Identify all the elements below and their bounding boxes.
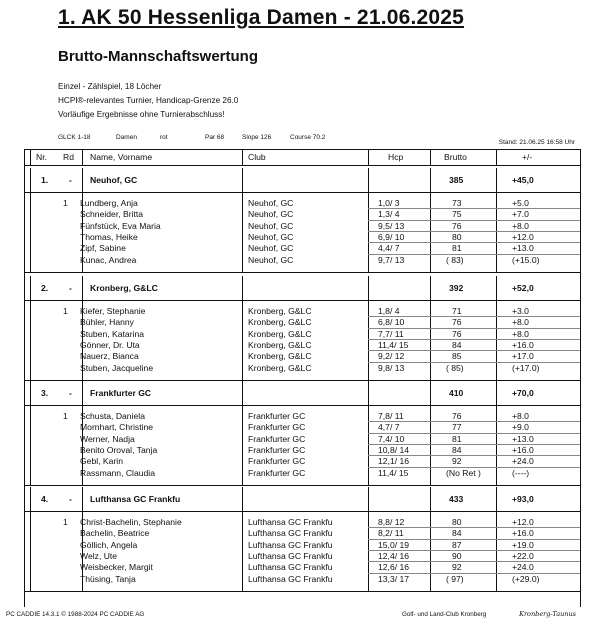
row-rule <box>368 316 580 317</box>
player-name: Bühler, Hanny <box>80 317 134 328</box>
table-column-divider <box>30 276 31 301</box>
col-header-hcp: Hcp <box>388 152 404 162</box>
player-diff: (+29.0) <box>512 573 540 584</box>
table-column-divider <box>242 149 243 166</box>
page-title: 1. AK 50 Hessenliga Damen - 21.06.2025 <box>58 6 465 29</box>
player-hcp: 1,8/ 4 <box>378 306 400 316</box>
player-name: Welz, Ute <box>80 550 118 561</box>
table-column-divider <box>430 487 431 512</box>
table-column-divider <box>430 276 431 301</box>
team-name: Lufthansa GC Frankfu <box>90 494 181 504</box>
player-name: Rassmann, Claudia <box>80 467 155 478</box>
player-brutto: 84 <box>452 444 462 455</box>
team-diff: +93,0 <box>512 494 534 504</box>
player-brutto: ( 83) <box>446 254 464 265</box>
table-column-divider <box>496 168 497 193</box>
player-name: Christ-Bachelin, Stephanie <box>80 517 182 527</box>
player-brutto: 90 <box>452 550 462 561</box>
player-diff: +8.0 <box>512 317 529 328</box>
player-hcp: 11,4/ 15 <box>378 467 409 478</box>
meta-glck: GLCK 1-18 <box>58 134 91 141</box>
info-line-format: Einzel - Zählspiel, 18 Löcher <box>58 82 162 91</box>
table-column-divider <box>368 168 369 193</box>
player-club: Kronberg, G&LC <box>248 339 312 350</box>
table-column-divider <box>496 381 497 406</box>
team-rank: 4. <box>41 494 49 504</box>
table-column-divider <box>82 511 83 591</box>
player-brutto: 84 <box>452 528 462 539</box>
table-column-divider <box>368 405 369 485</box>
player-name: Stuben, Jacqueline <box>80 362 154 373</box>
player-name: Zipf, Sabine <box>80 243 126 254</box>
player-hcp: 1,0/ 3 <box>378 198 400 208</box>
row-rule <box>368 220 580 221</box>
player-hcp: 7,8/ 11 <box>378 411 404 421</box>
player-diff: +24.0 <box>512 562 534 573</box>
table-column-divider <box>242 381 243 406</box>
team-name: Kronberg, G&LC <box>90 283 158 293</box>
player-hcp: 9,5/ 13 <box>378 220 405 231</box>
table-column-divider <box>30 405 31 485</box>
player-diff: +16.0 <box>512 444 534 455</box>
player-diff: +12.0 <box>512 231 534 242</box>
player-diff: +12.0 <box>512 517 534 527</box>
table-column-divider <box>430 168 431 193</box>
player-diff: +17.0 <box>512 351 534 362</box>
player-hcp: 9,2/ 12 <box>378 351 405 362</box>
player-club: Kronberg, G&LC <box>248 362 312 373</box>
team-rank: 3. <box>41 388 49 398</box>
info-line-preliminary: Vorläufige Ergebnisse ohne Turnierabschluss! <box>58 110 225 119</box>
player-diff: (+17.0) <box>512 362 540 373</box>
row-rule <box>368 350 580 351</box>
player-diff: +13.0 <box>512 243 534 254</box>
row-rule <box>368 208 580 209</box>
player-hcp: 8,2/ 11 <box>378 528 404 539</box>
row-rule <box>368 433 580 434</box>
player-brutto: 85 <box>452 351 462 362</box>
table-column-divider <box>82 168 83 193</box>
team-name: Frankfurter GC <box>90 388 152 398</box>
player-name: Weisbecker, Margit <box>80 562 153 573</box>
team-diff: +52,0 <box>512 283 534 293</box>
player-hcp: 7,7/ 11 <box>378 328 404 339</box>
table-rule <box>24 485 580 486</box>
player-hcp: 6,9/ 10 <box>378 231 405 242</box>
player-club: Lufthansa GC Frankfu <box>248 562 333 573</box>
table-column-divider <box>242 192 243 272</box>
table-column-divider <box>368 192 369 272</box>
row-rule <box>368 573 580 574</box>
table-column-divider <box>368 381 369 406</box>
player-brutto: 80 <box>452 231 462 242</box>
row-rule <box>368 339 580 340</box>
player-brutto: ( 97) <box>446 573 464 584</box>
team-round: 1 <box>63 411 68 421</box>
player-brutto: ( 85) <box>446 362 464 373</box>
team-round: 1 <box>63 198 68 208</box>
player-name: Stuben, Katarina <box>80 328 145 339</box>
player-club: Neuhof, GC <box>248 243 294 254</box>
table-column-divider <box>368 276 369 301</box>
table-column-divider <box>242 168 243 193</box>
table-column-divider <box>496 487 497 512</box>
table-column-divider <box>496 405 497 485</box>
team-brutto: 433 <box>449 494 464 504</box>
team-name: Neuhof, GC <box>90 175 138 185</box>
meta-course: Course 70.2 <box>290 134 326 141</box>
row-rule <box>368 561 580 562</box>
col-header-nr: Nr. <box>36 152 47 162</box>
table-column-divider <box>368 300 369 380</box>
table-column-divider <box>242 487 243 512</box>
player-diff: +19.0 <box>512 539 534 550</box>
player-diff: +7.0 <box>512 209 529 220</box>
player-club: Neuhof, GC <box>248 231 294 242</box>
player-hcp: 11,4/ 15 <box>378 339 409 350</box>
player-hcp: 7,4/ 10 <box>378 433 405 444</box>
team-brutto: 392 <box>449 283 464 293</box>
table-column-divider <box>496 300 497 380</box>
player-name: Gebl, Karin <box>80 456 123 467</box>
table-column-divider <box>496 192 497 272</box>
player-club: Frankfurter GC <box>248 422 306 433</box>
player-hcp: 15,0/ 19 <box>378 539 410 550</box>
player-brutto: 76 <box>452 220 462 231</box>
table-column-divider <box>430 300 431 380</box>
team-dash: - <box>69 388 72 398</box>
player-brutto: 87 <box>452 539 462 550</box>
player-name: Gönner, Dr. Uta <box>80 339 140 350</box>
row-rule <box>368 421 580 422</box>
player-hcp: 9,7/ 13 <box>378 254 405 265</box>
row-rule <box>368 328 580 329</box>
col-header-club: Club <box>248 152 266 162</box>
player-name: Lundberg, Anja <box>80 198 138 208</box>
player-diff: +9.0 <box>512 422 529 433</box>
table-column-divider <box>430 192 431 272</box>
col-header-diff: +/- <box>522 152 533 162</box>
team-brutto: 410 <box>449 388 464 398</box>
player-brutto: 84 <box>452 339 462 350</box>
team-dash: - <box>69 175 72 185</box>
player-hcp: 9,8/ 13 <box>378 362 405 373</box>
player-club: Frankfurter GC <box>248 411 306 421</box>
player-club: Neuhof, GC <box>248 254 294 265</box>
player-diff: +16.0 <box>512 339 534 350</box>
team-rank: 1. <box>41 175 49 185</box>
meta-category: Damen <box>116 134 137 141</box>
table-column-divider <box>82 149 83 166</box>
player-club: Kronberg, G&LC <box>248 317 312 328</box>
team-brutto: 385 <box>449 175 464 185</box>
player-name: Mornhart, Christine <box>80 422 154 433</box>
table-column-divider <box>242 511 243 591</box>
player-club: Neuhof, GC <box>248 220 294 231</box>
player-club: Frankfurter GC <box>248 444 306 455</box>
table-column-divider <box>496 511 497 591</box>
row-rule <box>368 254 580 255</box>
player-club: Kronberg, G&LC <box>248 306 312 316</box>
table-column-divider <box>368 487 369 512</box>
player-brutto: 73 <box>452 198 462 208</box>
meta-tee: rot <box>160 134 168 141</box>
row-rule <box>368 527 580 528</box>
team-dash: - <box>69 283 72 293</box>
footer-signature: Kronberg-Taunus <box>519 610 576 618</box>
player-brutto: 81 <box>452 243 462 254</box>
player-club: Neuhof, GC <box>248 209 294 220</box>
player-diff: +13.0 <box>512 433 534 444</box>
page-subtitle: Brutto-Mannschaftswertung <box>58 48 258 65</box>
col-header-rd: Rd <box>63 152 74 162</box>
table-column-divider <box>24 149 25 607</box>
player-hcp: 12,4/ 16 <box>378 550 410 561</box>
player-diff: +24.0 <box>512 456 534 467</box>
player-hcp: 12,6/ 16 <box>378 562 410 573</box>
meta-slope: Slope 126 <box>242 134 272 141</box>
player-hcp: 13,3/ 17 <box>378 573 410 584</box>
meta-par: Par 68 <box>205 134 225 141</box>
player-club: Lufthansa GC Frankfu <box>248 550 333 561</box>
player-hcp: 4,7/ 7 <box>378 422 400 433</box>
player-name: Schusta, Daniela <box>80 411 145 421</box>
player-name: Werner, Nadja <box>80 433 135 444</box>
row-rule <box>368 444 580 445</box>
table-column-divider <box>30 511 31 591</box>
player-brutto: 92 <box>452 456 462 467</box>
player-diff: +8.0 <box>512 220 529 231</box>
player-name: Thüsing, Tanja <box>80 573 136 584</box>
table-column-divider <box>430 511 431 591</box>
footer-software: PC CADDIE 14.3.1 © 1988-2024 PC CADDIE AG <box>6 611 145 618</box>
table-column-divider <box>82 381 83 406</box>
info-line-hcpi: HCPI®-relevantes Turnier, Handicap-Grenze 26.0 <box>58 96 239 105</box>
player-name: Benito Oroval, Tanja <box>80 444 158 455</box>
row-rule <box>368 455 580 456</box>
row-rule <box>368 242 580 243</box>
table-column-divider <box>430 405 431 485</box>
team-round: 1 <box>63 306 68 316</box>
player-diff: +8.0 <box>512 328 529 339</box>
player-brutto: 92 <box>452 562 462 573</box>
table-column-divider <box>30 192 31 272</box>
table-column-divider <box>496 276 497 301</box>
player-club: Lufthansa GC Frankfu <box>248 573 333 584</box>
meta-stand: Stand: 21.06.25 16:58 Uhr <box>498 139 575 146</box>
row-rule <box>368 362 580 363</box>
player-brutto: 80 <box>452 517 462 527</box>
table-column-divider <box>82 192 83 272</box>
table-column-divider <box>368 511 369 591</box>
player-club: Frankfurter GC <box>248 467 306 478</box>
table-rule <box>24 272 580 273</box>
player-club: Lufthansa GC Frankfu <box>248 528 333 539</box>
player-diff: (----) <box>512 467 530 478</box>
player-diff: +16.0 <box>512 528 534 539</box>
player-name: Göllich, Angela <box>80 539 138 550</box>
player-club: Frankfurter GC <box>248 433 306 444</box>
player-brutto: (No Ret ) <box>446 467 481 478</box>
player-club: Lufthansa GC Frankfu <box>248 539 333 550</box>
row-rule <box>368 539 580 540</box>
row-rule <box>368 231 580 232</box>
table-rule <box>24 591 580 592</box>
player-diff: +5.0 <box>512 198 529 208</box>
col-header-name: Name, Vorname <box>90 152 153 162</box>
player-hcp: 10,8/ 14 <box>378 444 410 455</box>
row-rule <box>368 467 580 468</box>
table-column-divider <box>242 405 243 485</box>
table-column-divider <box>82 405 83 485</box>
player-brutto: 76 <box>452 411 462 421</box>
table-column-divider <box>82 276 83 301</box>
player-brutto: 76 <box>452 328 462 339</box>
table-column-divider <box>82 487 83 512</box>
team-diff: +45,0 <box>512 175 534 185</box>
table-column-divider <box>30 149 31 166</box>
table-column-divider <box>430 149 431 166</box>
col-header-brutto: Brutto <box>444 152 467 162</box>
team-dash: - <box>69 494 72 504</box>
player-brutto: 71 <box>452 306 462 316</box>
player-hcp: 8,8/ 12 <box>378 517 405 527</box>
player-hcp: 1,3/ 4 <box>378 209 400 220</box>
player-club: Lufthansa GC Frankfu <box>248 517 333 527</box>
player-name: Bachelin, Beatrice <box>80 528 150 539</box>
player-club: Frankfurter GC <box>248 456 306 467</box>
table-column-divider <box>82 300 83 380</box>
player-hcp: 6,8/ 10 <box>378 317 405 328</box>
team-rank: 2. <box>41 283 49 293</box>
player-name: Fünfstück, Eva Maria <box>80 220 161 231</box>
team-diff: +70,0 <box>512 388 534 398</box>
team-round: 1 <box>63 517 68 527</box>
player-brutto: 76 <box>452 317 462 328</box>
player-club: Kronberg, G&LC <box>248 328 312 339</box>
player-club: Neuhof, GC <box>248 198 294 208</box>
player-name: Thomas, Heike <box>80 231 138 242</box>
player-name: Schneider, Britta <box>80 209 144 220</box>
player-name: Kiefer, Stephanie <box>80 306 146 316</box>
player-name: Nauerz, Bianca <box>80 351 139 362</box>
player-diff: (+15.0) <box>512 254 540 265</box>
player-diff: +22.0 <box>512 550 534 561</box>
table-column-divider <box>242 276 243 301</box>
footer-club: Golf- und Land-Club Kronberg <box>402 611 487 618</box>
table-column-divider <box>430 381 431 406</box>
player-diff: +3.0 <box>512 306 529 316</box>
player-brutto: 81 <box>452 433 462 444</box>
player-club: Kronberg, G&LC <box>248 351 312 362</box>
table-column-divider <box>580 149 581 607</box>
player-name: Kunac, Andrea <box>80 254 137 265</box>
table-column-divider <box>30 381 31 406</box>
table-column-divider <box>368 149 369 166</box>
table-column-divider <box>30 168 31 193</box>
table-column-divider <box>30 300 31 380</box>
table-column-divider <box>242 300 243 380</box>
row-rule <box>368 550 580 551</box>
player-brutto: 75 <box>452 209 462 220</box>
player-brutto: 77 <box>452 422 462 433</box>
player-hcp: 4,4/ 7 <box>378 243 400 254</box>
player-hcp: 12,1/ 16 <box>378 456 410 467</box>
player-diff: +8.0 <box>512 411 529 421</box>
table-column-divider <box>496 149 497 166</box>
table-column-divider <box>30 487 31 512</box>
